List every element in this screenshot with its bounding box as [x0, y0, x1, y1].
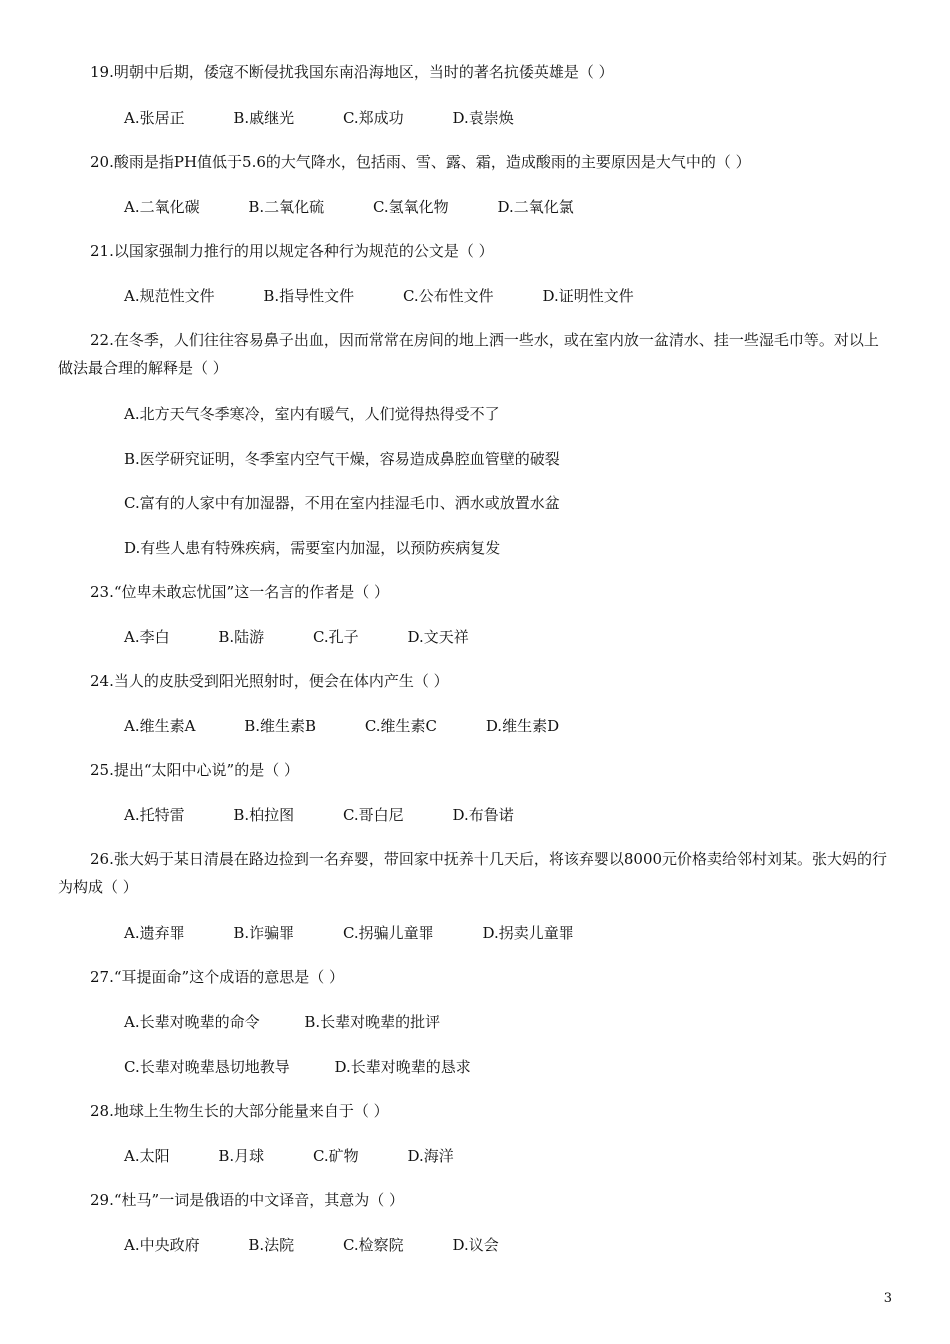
option-a: A.托特雷 [124, 806, 185, 824]
option-a: A.中央政府 [124, 1236, 200, 1254]
question-24-stem: 24.当人的皮肤受到阳光照射时，便会在体内产生（ ） [90, 672, 449, 690]
question-21-options [124, 284, 634, 308]
option-d: D.二氧化氯 [497, 198, 574, 216]
option-d: D.文天祥 [407, 628, 469, 646]
option-b: B.月球 [218, 1147, 265, 1165]
question-19-options [124, 106, 514, 130]
option-d: D.海洋 [407, 1147, 454, 1165]
question-24-options [124, 714, 559, 738]
question-22-option-c [124, 491, 560, 515]
question-21-stem: 21.以国家强制力推行的用以规定各种行为规范的公文是（ ） [90, 242, 494, 260]
question-27-options-row-1 [124, 1010, 440, 1034]
option-a: A.遗弃罪 [124, 924, 185, 942]
option-d: D.长辈对晚辈的恳求 [334, 1058, 471, 1076]
question-27-options-row-2 [124, 1055, 471, 1079]
option-b: B.柏拉图 [233, 806, 295, 824]
question-26-options [124, 921, 574, 945]
option-d: D.袁崇焕 [452, 109, 514, 127]
option-d: D.拐卖儿童罪 [482, 924, 574, 942]
option-c: C.郑成功 [342, 109, 404, 127]
question-22-option-d [124, 536, 500, 560]
question-20-options [124, 195, 574, 219]
question-29-stem: 29.“杜马”一词是俄语的中文译音，其意为（ ） [90, 1191, 404, 1209]
option-c: C.哥白尼 [342, 806, 404, 824]
option-c: C.维生素C [364, 717, 438, 735]
option-d: D.维生素D [485, 717, 560, 735]
option-a: A.北方天气冬季寒冷，室内有暖气，人们觉得热得受不了 [124, 405, 500, 423]
option-b: B.二氧化硫 [248, 198, 325, 216]
option-c: C.富有的人家中有加湿器，不用在室内挂湿毛巾、洒水或放置水盆 [124, 494, 560, 512]
option-a: A.长辈对晚辈的命令 [124, 1013, 260, 1031]
question-22-option-a [124, 402, 500, 426]
option-c: C.检察院 [342, 1236, 404, 1254]
option-a: A.二氧化碳 [124, 198, 200, 216]
option-d: D.布鲁诺 [452, 806, 514, 824]
option-c: C.氢氧化物 [372, 198, 449, 216]
page-number: 3 [883, 1291, 892, 1306]
option-d: D.证明性文件 [542, 287, 634, 305]
option-c: C.公布性文件 [402, 287, 494, 305]
option-a: A.张居正 [124, 109, 185, 127]
question-27-stem: 27.“耳提面命”这个成语的意思是（ ） [90, 968, 344, 986]
option-b: B.医学研究证明，冬季室内空气干燥，容易造成鼻腔血管壁的破裂 [124, 450, 560, 468]
option-a: A.规范性文件 [124, 287, 215, 305]
option-d: D.议会 [452, 1236, 499, 1254]
option-b: B.戚继光 [233, 109, 295, 127]
question-22-option-b [124, 447, 560, 471]
question-23-options [124, 625, 469, 649]
question-25-options [124, 803, 514, 827]
question-26-stem: 26.张大妈于某日清晨在路边捡到一名弃婴，带回家中抚养十几天后，将该弃婴以8000元价格卖给邻村刘某。张大妈的行为构成（ ） [58, 850, 888, 896]
question-23-stem: 23.“位卑未敢忘忧国”这一名言的作者是（ ） [90, 583, 389, 601]
option-d: D.有些人患有特殊疾病，需要室内加湿，以预防疾病复发 [124, 539, 501, 557]
question-28-options [124, 1144, 454, 1168]
option-a: A.李白 [124, 628, 170, 646]
option-b: B.指导性文件 [263, 287, 355, 305]
question-20-stem: 20.酸雨是指PH值低于5.6的大气降水，包括雨、雪、露、霜，造成酸雨的主要原因是大气中的（ ） [90, 153, 751, 171]
question-22-stem: 22.在冬季，人们往往容易鼻子出血，因而常常在房间的地上洒一些水，或在室内放一盆清水、挂一些湿毛巾等。对以上做法最合理的解释是（ ） [58, 331, 879, 377]
option-b: B.维生素B [244, 717, 317, 735]
option-b: B.长辈对晚辈的批评 [304, 1013, 441, 1031]
option-a: A.太阳 [124, 1147, 170, 1165]
option-c: C.孔子 [312, 628, 359, 646]
question-25-stem: 25.提出“太阳中心说”的是（ ） [90, 761, 299, 779]
question-28-stem: 28.地球上生物生长的大部分能量来自于（ ） [90, 1102, 389, 1120]
question-29-options [124, 1233, 499, 1257]
option-a: A.维生素A [124, 717, 196, 735]
question-19-stem: 19.明朝中后期，倭寇不断侵扰我国东南沿海地区，当时的著名抗倭英雄是（ ） [90, 63, 614, 81]
option-c: C.长辈对晚辈恳切地教导 [124, 1058, 290, 1076]
option-c: C.拐骗儿童罪 [342, 924, 434, 942]
option-c: C.矿物 [312, 1147, 359, 1165]
option-b: B.法院 [248, 1236, 295, 1254]
option-b: B.诈骗罪 [233, 924, 295, 942]
option-b: B.陆游 [218, 628, 265, 646]
